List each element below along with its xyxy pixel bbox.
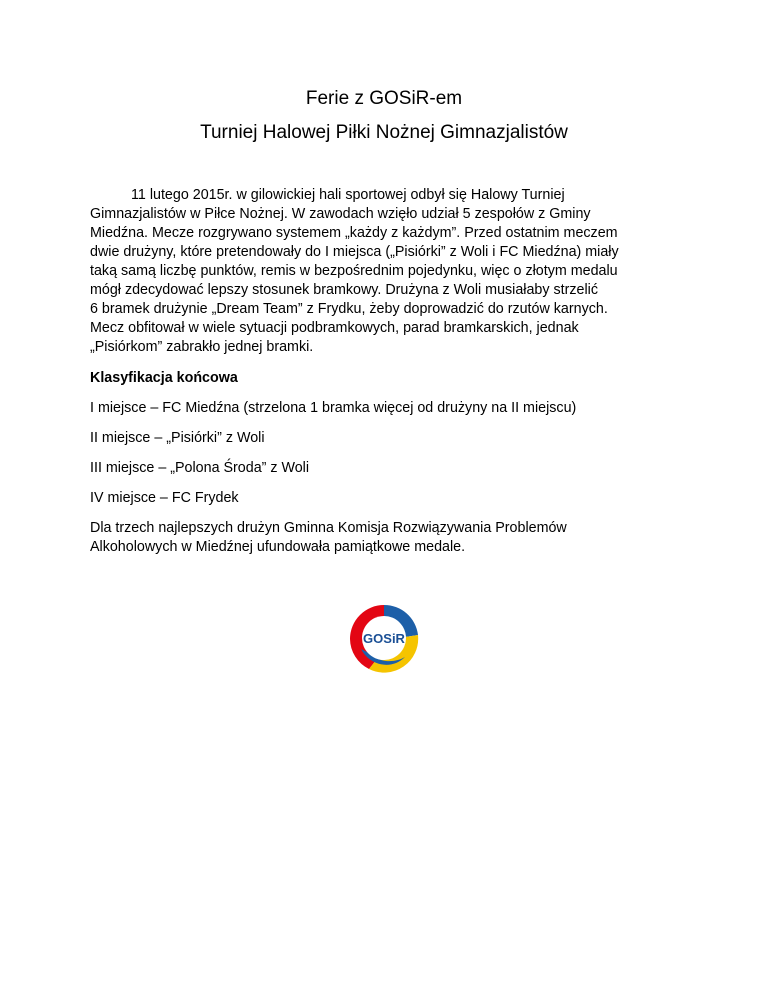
closing-line: Dla trzech najlepszych drużyn Gminna Komisja Rozwiązywania Problemów [90, 520, 567, 536]
article-paragraph [90, 186, 690, 357]
closing-paragraph [90, 519, 690, 557]
paragraph-line: dwie drużyny, które pretendowały do I miejsca („Pisiórki” z Woli i FC Miedźna) miały [90, 244, 619, 260]
paragraph-line: taką samą liczbę punktów, remis w bezpośrednim pojedynku, więc o złotym medalu [90, 263, 618, 279]
document-subtitle: Turniej Halowej Piłki Nożnej Gimnazjalistów [200, 122, 568, 143]
classification-item: IV miejsce – FC Frydek [90, 490, 239, 506]
paragraph-line: mógł zdecydować lepszy stosunek bramkowy. Drużyna z Woli musiałaby strzelić [90, 282, 598, 298]
classification-item: II miejsce – „Pisiórki” z Woli [90, 430, 265, 446]
paragraph-line: Miedźna. Mecze rozgrywano systemem „każdy z każdym”. Przed ostatnim meczem [90, 225, 618, 241]
paragraph-line: 6 bramek drużynie „Dream Team” z Frydku, żeby doprowadzić do rzutów karnych. [90, 301, 608, 317]
closing-line: Alkoholowych w Miedźnej ufundowała pamiątkowe medale. [90, 539, 466, 555]
classification-heading: Klasyfikacja końcowa [90, 370, 238, 386]
paragraph-line: „Pisiórkom” zabrakło jednej bramki. [90, 339, 314, 355]
logo-text: GOSiR [363, 631, 405, 646]
classification-item: I miejsce – FC Miedźna (strzelona 1 bramka więcej od drużyny na II miejscu) [90, 400, 577, 416]
document-title: Ferie z GOSiR-em [305, 88, 463, 109]
paragraph-line: Mecz obfitował w wiele sytuacji podbramkowych, parad bramkarskich, jednak [90, 320, 579, 336]
classification-item: III miejsce – „Polona Środa” z Woli [90, 460, 310, 476]
paragraph-line: Gimnazjalistów w Piłce Nożnej. W zawodach wzięło udział 5 zespołów z Gminy [90, 206, 591, 222]
gosir-logo [339, 599, 429, 679]
paragraph-line: 11 lutego 2015r. w gilowickiej hali sportowej odbył się Halowy Turniej [131, 187, 565, 203]
